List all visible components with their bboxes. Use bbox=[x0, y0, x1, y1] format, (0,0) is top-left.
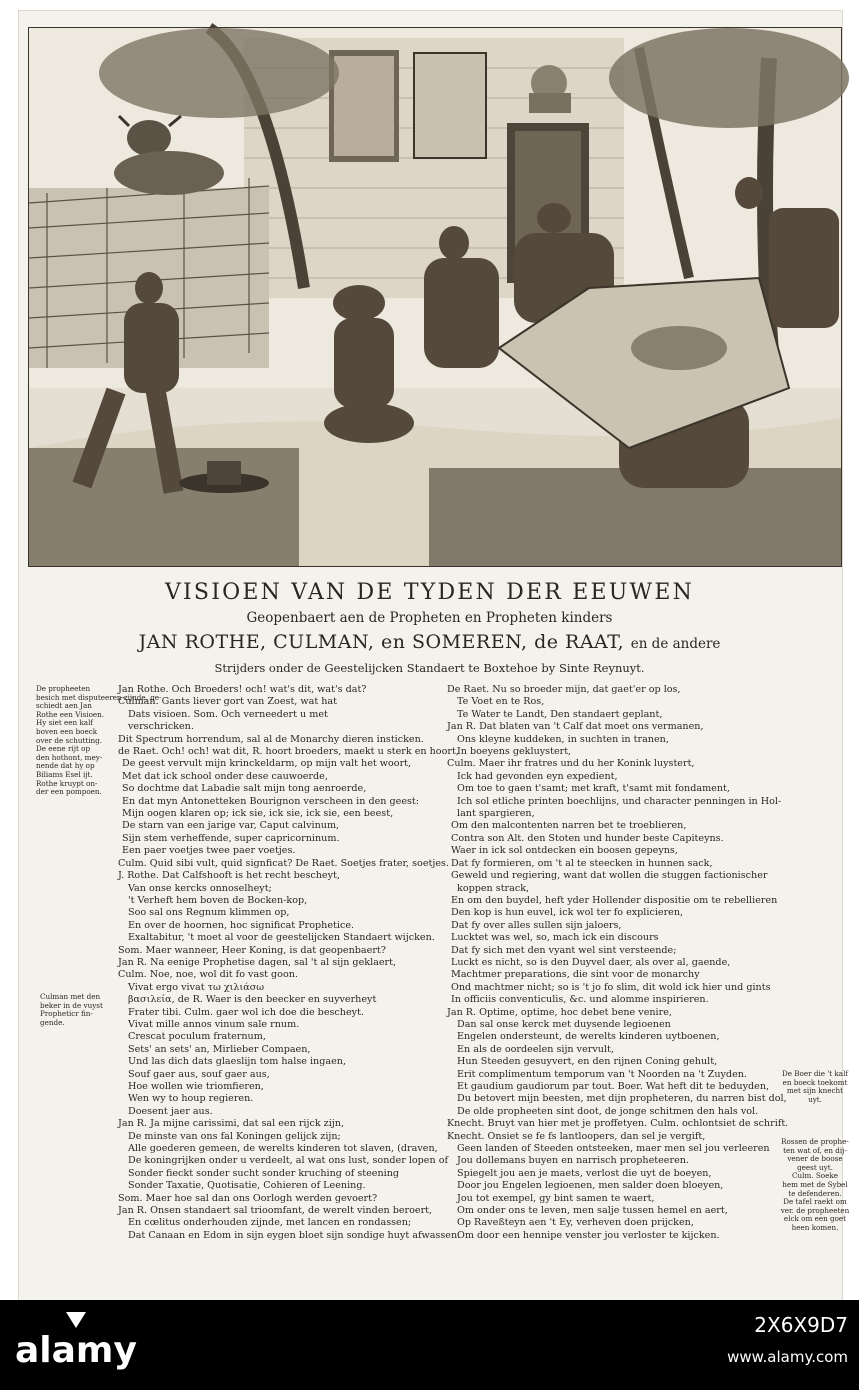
verse-line: Mijn oogen klaren op; ick sie, ick sie, ick sie, een beest, bbox=[122, 808, 394, 820]
verse-line: Crescat poculum fraternum, bbox=[128, 1031, 266, 1043]
note-line: De tafel raekt om bbox=[783, 1197, 847, 1207]
verse-line: De olde propheeten sint doot, de jonge schitmen den hals vol. bbox=[457, 1105, 759, 1117]
note-line: den hothont, mey- bbox=[36, 752, 103, 762]
verse-line: koppen strack, bbox=[457, 882, 530, 894]
verse-line: Und las dich dats glaeslijn tom halse ingaen, bbox=[128, 1056, 346, 1068]
verse-line: Dat Canaan en Edom in sijn eygen bloet sijn sondige huyt afwassen. bbox=[128, 1229, 461, 1241]
note-line: Rothe kruypt on- bbox=[36, 778, 98, 788]
verse-line: Frater tibi. Culm. gaer wol ich doe die bescheyt. bbox=[128, 1006, 364, 1018]
verse-line: βασιλεία, de R. Waer is den beecker en suyverheyt bbox=[128, 994, 377, 1006]
margin-note-right-2 bbox=[776, 1138, 854, 1233]
verse-line: De minste van ons fal Koningen gelijck zijn; bbox=[128, 1130, 341, 1142]
verse-line: Contra son Alt. den Stoten und hunder beste Capiteyns. bbox=[451, 832, 724, 844]
note-line: vener de boose bbox=[787, 1154, 843, 1164]
verse-line: Doesent jaer aus. bbox=[128, 1105, 213, 1117]
verse-line: lant spargieren, bbox=[457, 808, 535, 820]
verse-line: Dats visioen. Som. Och verneedert u met bbox=[128, 708, 328, 720]
verse-line: Souf gaer aus, souf gaer aus, bbox=[128, 1068, 270, 1080]
verse-line: Erit complimentum temporum van 't Noorden na 't Zuyden. bbox=[457, 1068, 747, 1080]
verse-line: Jou dollemans buyen en narrisch propheteeren. bbox=[457, 1155, 689, 1167]
note-line: geest uyt. bbox=[797, 1162, 833, 1172]
verse-line: Hoe wollen wie triomfieren, bbox=[128, 1081, 264, 1092]
verse-line: Dat fy over alles sullen sijn jaloers, bbox=[451, 919, 622, 931]
verse-line: Som. Maer hoe sal dan ons Oorlogh werden gevoert? bbox=[118, 1192, 378, 1204]
verse-line: Et gaudium gaudiorum par tout. Boer. Wat heft dit te beduyden, bbox=[457, 1081, 770, 1092]
verse-line: 't Verheft hem boven de Bocken-kop, bbox=[128, 894, 308, 906]
verse-line: Waer in ick sol ontdecken ein boosen gepeyns, bbox=[451, 845, 678, 857]
verse-line: Hun Steeden gesuyvert, en den rijnen Coning gehult, bbox=[457, 1056, 718, 1068]
verse-line: Den kop is hun euvel, ick wol ter fo explicieren, bbox=[451, 907, 684, 919]
verse-line: Knecht. Bruyt van hier met je proffetyen. Culm. ochlontsiet de schrift. bbox=[447, 1118, 789, 1130]
verse-line: Jan R. Optime, optime, hoc debet bene venire, bbox=[447, 1006, 672, 1018]
verse-line: Met dat ick school onder dese cauwoerde, bbox=[122, 770, 328, 782]
alamy-logo-text: alamy bbox=[15, 1330, 137, 1371]
verse-line: Wen wy to houp regieren. bbox=[128, 1093, 254, 1105]
verse-line: En als de oordeelen sijn vervult, bbox=[457, 1043, 614, 1055]
verse-line: En over de hoornen, hoc significat Prophetice. bbox=[128, 919, 355, 931]
verse-line: Vivat mille annos vinum sale rnum. bbox=[128, 1018, 300, 1030]
note-line: Culm. Soeke bbox=[792, 1171, 838, 1181]
note-line: hem met de Sybel bbox=[782, 1179, 848, 1189]
verse-line: Du betovert mijn beesten, met dijn propheteren, du narren bist dol, bbox=[457, 1093, 787, 1105]
verse-line: En cœlitus onderhouden zijnde, met lancen en rondassen; bbox=[128, 1217, 412, 1229]
verse-line: Alle goederen gemeen, de werelts kinderen tot slaven, (draven, bbox=[128, 1143, 438, 1155]
title-subtitle: Geopenbaert aen de Propheten en Propheten kinders bbox=[246, 610, 613, 626]
verse-line: Een paer voetjes twee paer voetjes. bbox=[122, 845, 296, 857]
verse-line: De koningrijken onder u verdeelt, al wat ons lust, sonder lopen of bbox=[128, 1155, 449, 1167]
title-names-text: JAN ROTHE, CULMAN, en SOMEREN, de RAAT, bbox=[138, 631, 625, 653]
verse-line: So dochtme dat Labadie salt mijn tong aenroerde, bbox=[122, 783, 367, 795]
note-line: Rothe een Visioen. bbox=[36, 709, 105, 719]
verse-line: Te Water te Landt, Den standaert geplant, bbox=[457, 708, 663, 720]
verse-line: Van onse kercks onnoselheyt; bbox=[128, 882, 272, 894]
verse-line: Ons kleyne kuddeken, in suchten in tranen, bbox=[457, 733, 669, 745]
verse-line: Luckt es nicht, so is den Duyvel daer, als over al, gaende, bbox=[451, 956, 731, 968]
dialogue-column-right bbox=[447, 684, 787, 1242]
verse-line: Te Voet en te Ros, bbox=[457, 696, 545, 708]
verse-line: verschricken. bbox=[128, 721, 194, 733]
verse-line: Lucktet was wel, so, mach ick ein discours bbox=[451, 932, 659, 944]
note-line: nende dat hy op bbox=[36, 761, 95, 771]
note-line: elck om een goet bbox=[783, 1214, 847, 1224]
verse-line: En dat myn Antonetteken Bourignon verscheen in den geest: bbox=[122, 795, 420, 807]
verse-line: Sets' an sets' an, Mirlieber Compaen, bbox=[128, 1043, 311, 1055]
title-names bbox=[0, 631, 859, 653]
verse-line: Dan sal onse kerck met duysende legioenen bbox=[457, 1018, 671, 1030]
verse-line: Om door een hennipe venster jou verloster te kijcken. bbox=[457, 1229, 720, 1241]
title-names-tail: en de andere bbox=[630, 636, 721, 652]
note-line: te defenderen. bbox=[788, 1188, 842, 1198]
note-line: Hy siet een kalf bbox=[36, 718, 94, 728]
note-line: Propheticr fin- bbox=[40, 1009, 93, 1019]
margin-note-right-1 bbox=[776, 1070, 854, 1104]
note-line: De eene rijt op bbox=[36, 744, 91, 754]
verse-line: De geest vervult mijn krinckeldarm, op mijn valt het woort, bbox=[122, 758, 412, 770]
verse-line: Sonder Taxatie, Quotisatie, Cohieren of Leening. bbox=[128, 1180, 366, 1192]
note-line: over de schutting. bbox=[36, 735, 103, 745]
verse-line: Dat fy sich met den vyant wel sint versteende; bbox=[451, 944, 677, 956]
verse-line: Vivat ergo vivat τω χιλιάσω bbox=[128, 981, 265, 993]
verse-line: Op Raveßteyn aen 't Ey, verheven doen prijcken, bbox=[457, 1217, 694, 1229]
note-line: boven een boeck bbox=[36, 726, 98, 736]
site-url: www.alamy.com bbox=[727, 1348, 848, 1366]
note-line: gende. bbox=[40, 1017, 65, 1027]
verse-line: Jan R. Onsen standaert sal trioomfant, de werelt vinden beroert, bbox=[118, 1205, 433, 1217]
note-line: beker in de vuyst bbox=[40, 1000, 103, 1010]
verse-line: Som. Maer wanneer, Heer Koning, is dat geopenbaert? bbox=[118, 944, 386, 956]
verse-line: Culm. Noe, noe, wol dit fo vast goon. bbox=[118, 969, 298, 981]
verse-line: Knecht. Onsiet se fe fs lantloopers, dan sel je vergift, bbox=[447, 1130, 706, 1142]
verse-line: Culman. Gants liever gort van Zoest, wat hat bbox=[118, 696, 337, 708]
verse-line: Geen landen of Steeden ontsteeken, maer men sel jou verleeren bbox=[457, 1143, 770, 1155]
verse-line: Culm. Maer ihr fratres und du her Konink luystert, bbox=[447, 758, 695, 770]
verse-line: Jan Rothe. Och Broeders! och! wat's dit, wat's dat? bbox=[118, 684, 367, 695]
alamy-logo-mark bbox=[66, 1312, 86, 1328]
verse-line: Ick had gevonden eyn expedient, bbox=[457, 770, 618, 782]
verse-line: Soo sal ons Regnum klimmen op, bbox=[128, 907, 290, 919]
note-line: en boeck toekomt bbox=[782, 1077, 848, 1087]
title-main: VISIOEN VAN DE TYDEN DER EEUWEN bbox=[164, 580, 695, 605]
verse-line: Exaltabitur, 't moet al voor de geestelijcken Standaert wijcken. bbox=[128, 932, 435, 944]
verse-line: Ich sol etliche printen boechlijns, und character penningen in Hol- bbox=[457, 795, 782, 807]
verse-line: Dit Spectrum horrendum, sal al de Monarchy dieren insticken. bbox=[118, 733, 424, 745]
verse-line: Ond machtmer nicht; so is 't jo fo slim, dit wold ick hier und gints bbox=[451, 981, 771, 993]
verse-line: De Raet. Nu so broeder mijn, dat gaet'er op los, bbox=[447, 684, 681, 695]
verse-line: Dat fy formieren, om 't al te steecken in hunnen sack, bbox=[451, 857, 713, 869]
note-line: besich met disputeeren zijnde, ge- bbox=[36, 692, 162, 702]
note-line: De Boer die 't kalf bbox=[781, 1069, 849, 1078]
verse-line: Sijn stem verheffende, super capricorninum. bbox=[122, 832, 340, 844]
note-line: Biliams Esel ijt. bbox=[36, 769, 93, 779]
verse-line: Jan R. Ja mijne carissimi, dat sal een rijck zijn, bbox=[118, 1118, 345, 1130]
verse-line: In officiis conventiculis, &c. und alomme inspirieren. bbox=[451, 994, 709, 1006]
note-line: der een pompoen. bbox=[36, 787, 102, 797]
note-line: met sijn knecht bbox=[786, 1086, 844, 1096]
alamy-logo bbox=[11, 1304, 137, 1382]
verse-line: Culm. Quid sibi vult, quid signficat? De Raet. Soetjes frater, soetjes. bbox=[118, 857, 449, 869]
verse-line: Jan R. Dat blaten van 't Calf dat moet ons vermanen, bbox=[447, 721, 704, 733]
verse-line: Door jou Engelen legioenen, men salder doen bloeyen, bbox=[457, 1180, 724, 1192]
verse-line: Machtmer preparations, die sint voor de monarchy bbox=[451, 969, 700, 981]
verse-line: J. Rothe. Dat Calfshooft is het recht bescheyt, bbox=[118, 870, 340, 882]
note-line: ten wat of, en dij- bbox=[783, 1145, 847, 1155]
verse-line: Om onder ons te leven, men salje tussen hemel en aert, bbox=[457, 1205, 728, 1217]
verse-line: De starn van een jarige var, Caput calvinum, bbox=[122, 820, 340, 832]
note-line: De propheeten bbox=[36, 684, 91, 693]
verse-line: In boeyens gekluystert, bbox=[457, 746, 572, 758]
note-line: Culman met den bbox=[40, 992, 101, 1001]
note-line: uyt. bbox=[808, 1094, 822, 1104]
verse-line: Om den malcontenten narren bet te troeblieren, bbox=[451, 820, 687, 832]
note-line: heen komen. bbox=[791, 1222, 839, 1232]
note-line: Rossen de prophe- bbox=[781, 1137, 849, 1146]
verse-line: En om den buydel, heft yder Hollender dispositie om te rebellieren bbox=[451, 894, 778, 906]
verse-line: de Raet. Och! och! wat dit, R. hoort broeders, maekt u sterk en hoort, bbox=[118, 746, 459, 758]
verse-line: Om toe to gaen t'samt; met kraft, t'samt mit fondament, bbox=[457, 783, 730, 795]
verse-line: Engelen ondersteunt, de werelts kinderen uytboenen, bbox=[457, 1031, 720, 1043]
note-line: schiedt aen Jan bbox=[36, 701, 92, 711]
verse-line: Sonder fieckt sonder sucht sonder kruching of steening bbox=[128, 1167, 400, 1179]
verse-line: Jan R. Na eenige Prophetise dagen, sal 't al sijn geklaert, bbox=[118, 956, 397, 968]
margin-note-left-2 bbox=[40, 993, 103, 1027]
verse-line: Spiegelt jou aen je maets, verlost die uyt de boeyen, bbox=[457, 1167, 712, 1179]
dialogue-column-left bbox=[118, 684, 461, 1242]
engraving-illustration bbox=[28, 27, 842, 567]
verse-line: Jou tot exempel, gy bint samen te waert, bbox=[457, 1192, 655, 1204]
image-id: 2X6X9D7 bbox=[754, 1313, 848, 1337]
title-line4: Strijders onder de Geestelijcken Standaert te Boxtehoe by Sinte Reynuyt. bbox=[214, 661, 645, 675]
verse-line: Geweld und regiering, want dat wollen die stuggen factionischer bbox=[451, 870, 768, 882]
note-line: ver. de propheeten bbox=[780, 1205, 850, 1215]
